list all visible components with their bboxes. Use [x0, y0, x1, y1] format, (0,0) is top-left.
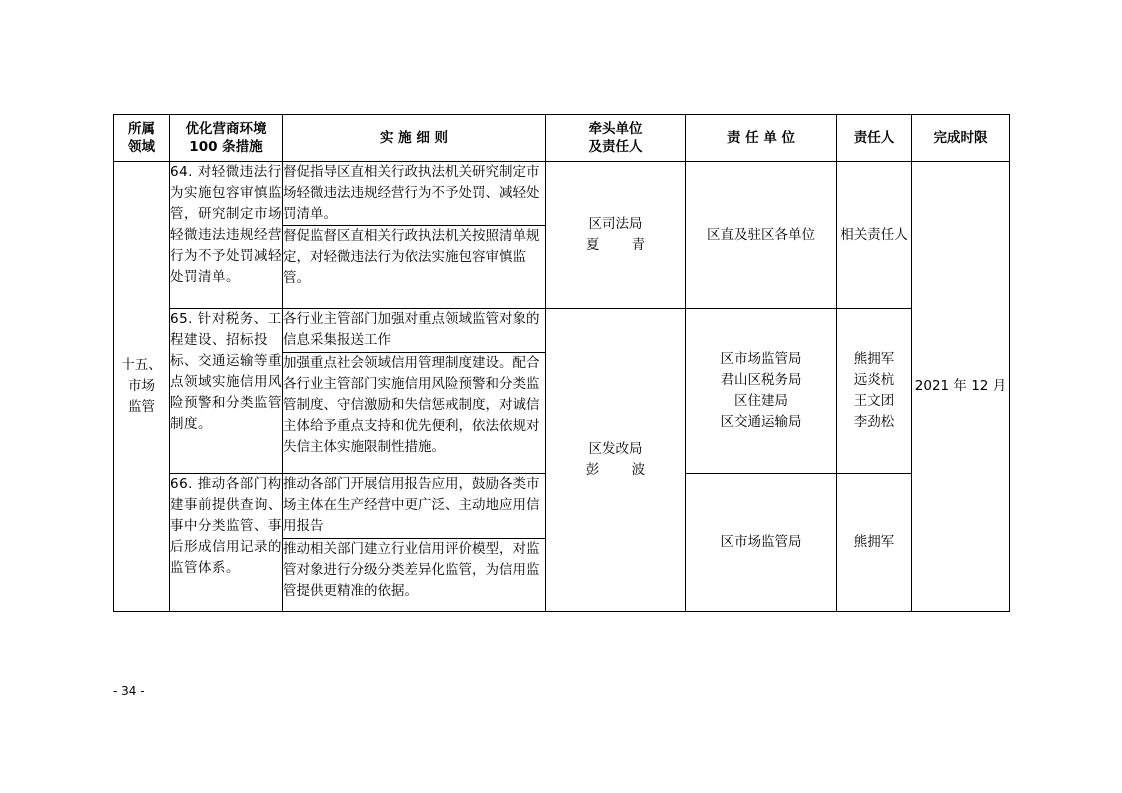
page-number: - 34 -: [113, 684, 145, 698]
header-measure: 优化营商环境 100 条措施: [170, 115, 283, 162]
lead-cell-2: 区发改局 彭 波: [546, 309, 686, 612]
table-row: [114, 309, 1010, 353]
detail-6: 推动相关部门建立行业信用评价模型，对监管对象进行分级分类差异化监管，为信用监管提供更精准的依据。: [283, 539, 546, 612]
header-unit: 责 任 单 位: [686, 115, 837, 162]
detail-1: 督促指导区直相关行政执法机关研究制定市场轻微违法违规经营行为不予处罚、减轻处罚清单。: [283, 162, 546, 226]
measure-66: 66. 推动各部门构建事前提供查询、事中分类监管、事后形成信用记录的监管体系。: [170, 474, 283, 612]
unit-cell-2: 区市场监管局 君山区税务局 区住建局 区交通运输局: [686, 309, 837, 474]
header-row: [114, 115, 1010, 162]
area-cell: 十五、 市场 监管: [114, 162, 170, 612]
person-cell-3: 熊拥军: [837, 474, 912, 612]
lead-cell-1: 区司法局 夏 青: [546, 162, 686, 309]
measure-65: 65. 针对税务、工程建设、招标投标、交通运输等重点领域实施信用风险预警和分类监管制度。: [170, 309, 283, 474]
detail-3: 各行业主管部门加强对重点领域监管对象的信息采集报送工作: [283, 309, 546, 353]
unit-cell-1: 区直及驻区各单位: [686, 162, 837, 309]
table-row: [114, 162, 1010, 226]
detail-4: 加强重点社会领域信用管理制度建设。配合各行业主管部门实施信用风险预警和分类监管制度、守信激励和失信惩戒制度，对诚信主体给予重点支持和优先便利，依法依规对失信主体实施限制性措施。: [283, 353, 546, 474]
measure-64: 64. 对轻微违法行为实施包容审慎监管，研究制定市场轻微违法违规经营行为不予处罚减轻处罚清单。: [170, 162, 283, 309]
detail-2: 督促监督区直相关行政执法机关按照清单规定，对轻微违法行为依法实施包容审慎监管。: [283, 226, 546, 309]
person-cell-1: 相关责任人: [837, 162, 912, 309]
unit-cell-3: 区市场监管局: [686, 474, 837, 612]
header-detail: 实 施 细 则: [283, 115, 546, 162]
detail-5: 推动各部门开展信用报告应用，鼓励各类市场主体在生产经营中更广泛、主动地应用信用报告: [283, 474, 546, 539]
person-cell-2: 熊拥军 远炎杭 王文团 李劲松: [837, 309, 912, 474]
header-person: 责任人: [837, 115, 912, 162]
measures-table: [113, 114, 1010, 612]
deadline-cell: 2021 年 12 月: [912, 162, 1010, 612]
header-lead: 牵头单位 及责任人: [546, 115, 686, 162]
header-deadline: 完成时限: [912, 115, 1010, 162]
header-area: 所属 领域: [114, 115, 170, 162]
